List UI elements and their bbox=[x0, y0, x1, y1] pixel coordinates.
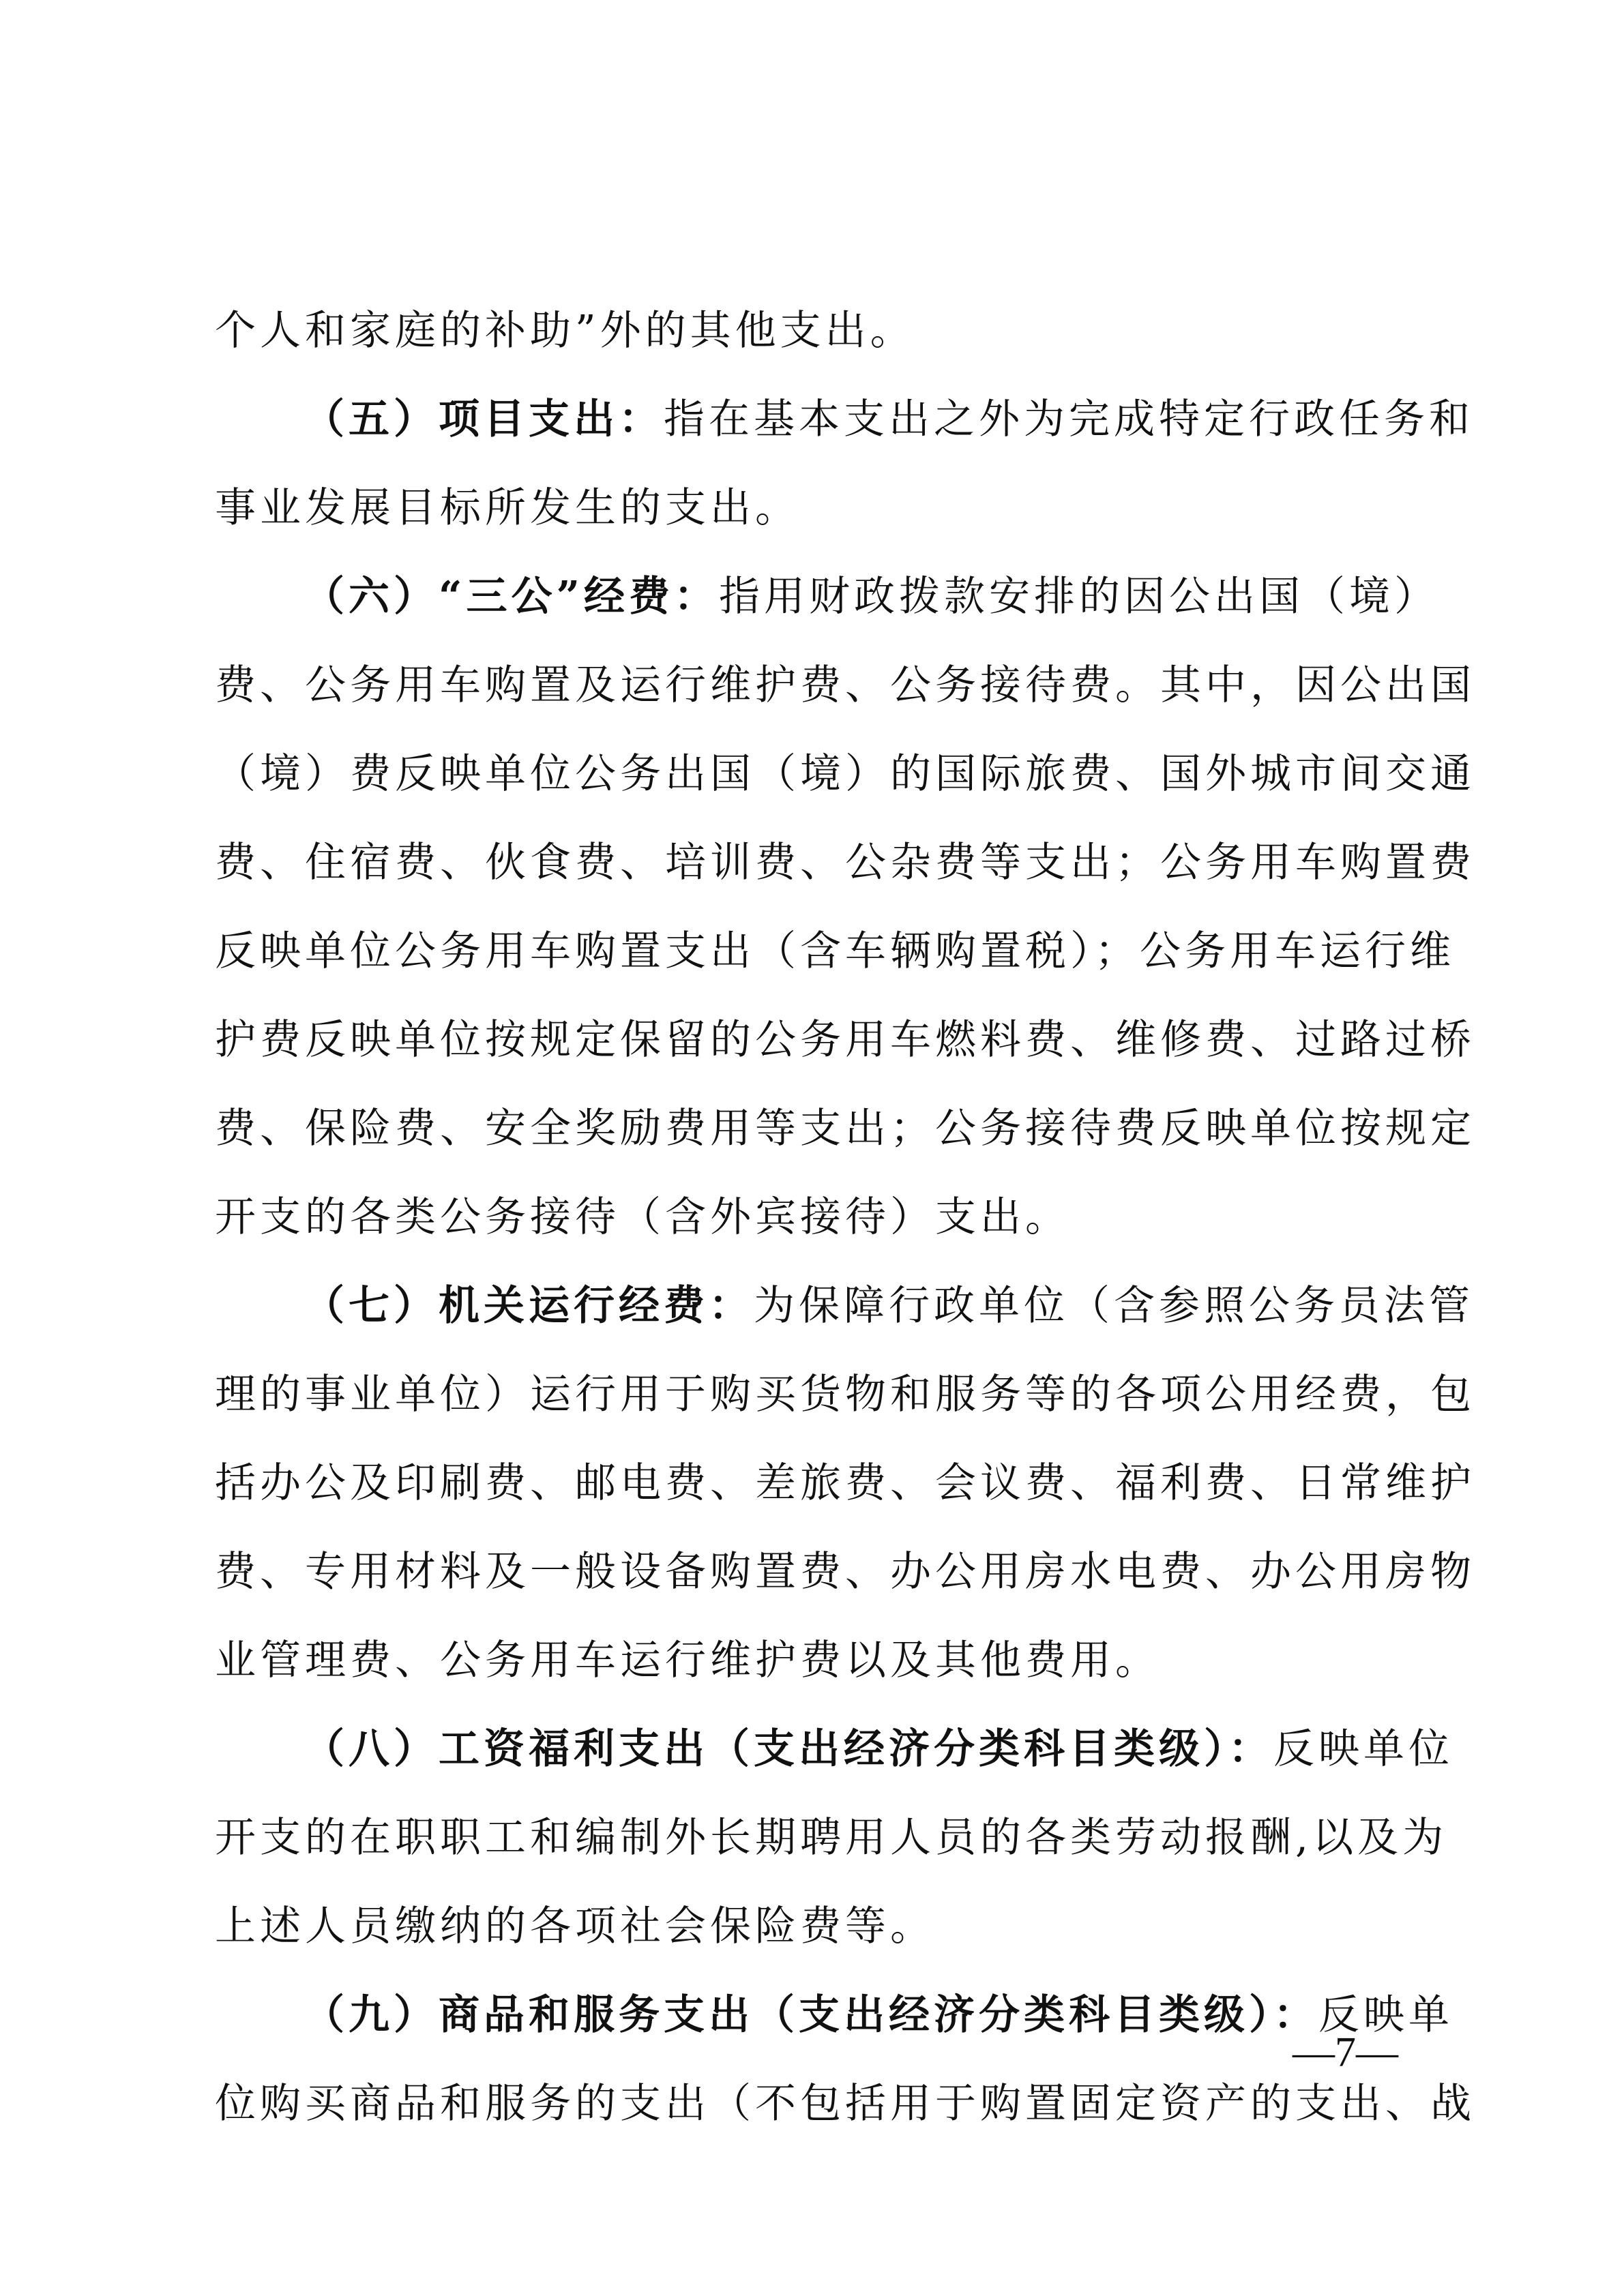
body-line: 事业发展目标所发生的支出。 bbox=[215, 484, 800, 532]
body-line: 开支的各类公务接待（含外宾接待）支出。 bbox=[215, 1193, 1070, 1241]
section-item-nine: （九）商品和服务支出（支出经济分类科目类级）：反映单 bbox=[304, 1991, 1453, 2039]
section-item-eight: （八）工资福利支出（支出经济分类科目类级）：反映单位 bbox=[304, 1725, 1453, 1773]
body-line: 费、公务用车购置及运行维护费、公务接待费。其中，因公出国 bbox=[215, 661, 1475, 709]
body-line: 护费反映单位按规定保留的公务用车燃料费、维修费、过路过桥 bbox=[215, 1016, 1475, 1064]
section-item-five: （五）项目支出：指在基本支出之外为完成特定行政任务和 bbox=[304, 396, 1474, 443]
body-line: （境）费反映单位公务出国（境）的国际旅费、国外城市间交通 bbox=[215, 750, 1475, 798]
body-line: 反映单位公务用车购置支出（含车辆购置税）；公务用车运行维 bbox=[215, 927, 1455, 975]
section-heading: （七）机关运行经费： bbox=[304, 1282, 754, 1330]
section-heading: （六）“三公”经费： bbox=[304, 573, 720, 621]
body-line: 费、住宿费、伙食费、培训费、公杂费等支出；公务用车购置费 bbox=[215, 839, 1475, 886]
body-line: 位购买商品和服务的支出（不包括用于购置固定资产的支出、战 bbox=[215, 2080, 1475, 2128]
body-line: 费、保险费、安全奖励费用等支出；公务接待费反映单位按规定 bbox=[215, 1105, 1475, 1152]
section-heading: （八）工资福利支出（支出经济分类科目类级）： bbox=[304, 1725, 1273, 1773]
section-item-six: （六）“三公”经费：指用财政拨款安排的因公出国（境） bbox=[304, 573, 1440, 621]
body-line: 个人和家庭的补助”外的其他支出。 bbox=[215, 307, 915, 355]
body-line: 开支的在职职工和编制外长期聘用人员的各类劳动报酬,以及为 bbox=[215, 1814, 1448, 1862]
body-line: 费、专用材料及一般设备购置费、办公用房水电费、办公用房物 bbox=[215, 1548, 1475, 1596]
body-line: 上述人员缴纳的各项社会保险费等。 bbox=[215, 1903, 935, 1950]
page-number: —7— bbox=[1293, 2029, 1398, 2076]
body-line: 理的事业单位）运行用于购买货物和服务等的各项公用经费，包 bbox=[215, 1371, 1475, 1418]
section-heading: （九）商品和服务支出（支出经济分类科目类级）： bbox=[304, 1991, 1318, 2039]
section-item-seven: （七）机关运行经费：为保障行政单位（含参照公务员法管 bbox=[304, 1282, 1474, 1330]
body-line: 括办公及印刷费、邮电费、差旅费、会议费、福利费、日常维护 bbox=[215, 1459, 1475, 1507]
body-line: 业管理费、公务用车运行维护费以及其他费用。 bbox=[215, 1637, 1160, 1684]
section-heading: （五）项目支出： bbox=[304, 396, 664, 443]
